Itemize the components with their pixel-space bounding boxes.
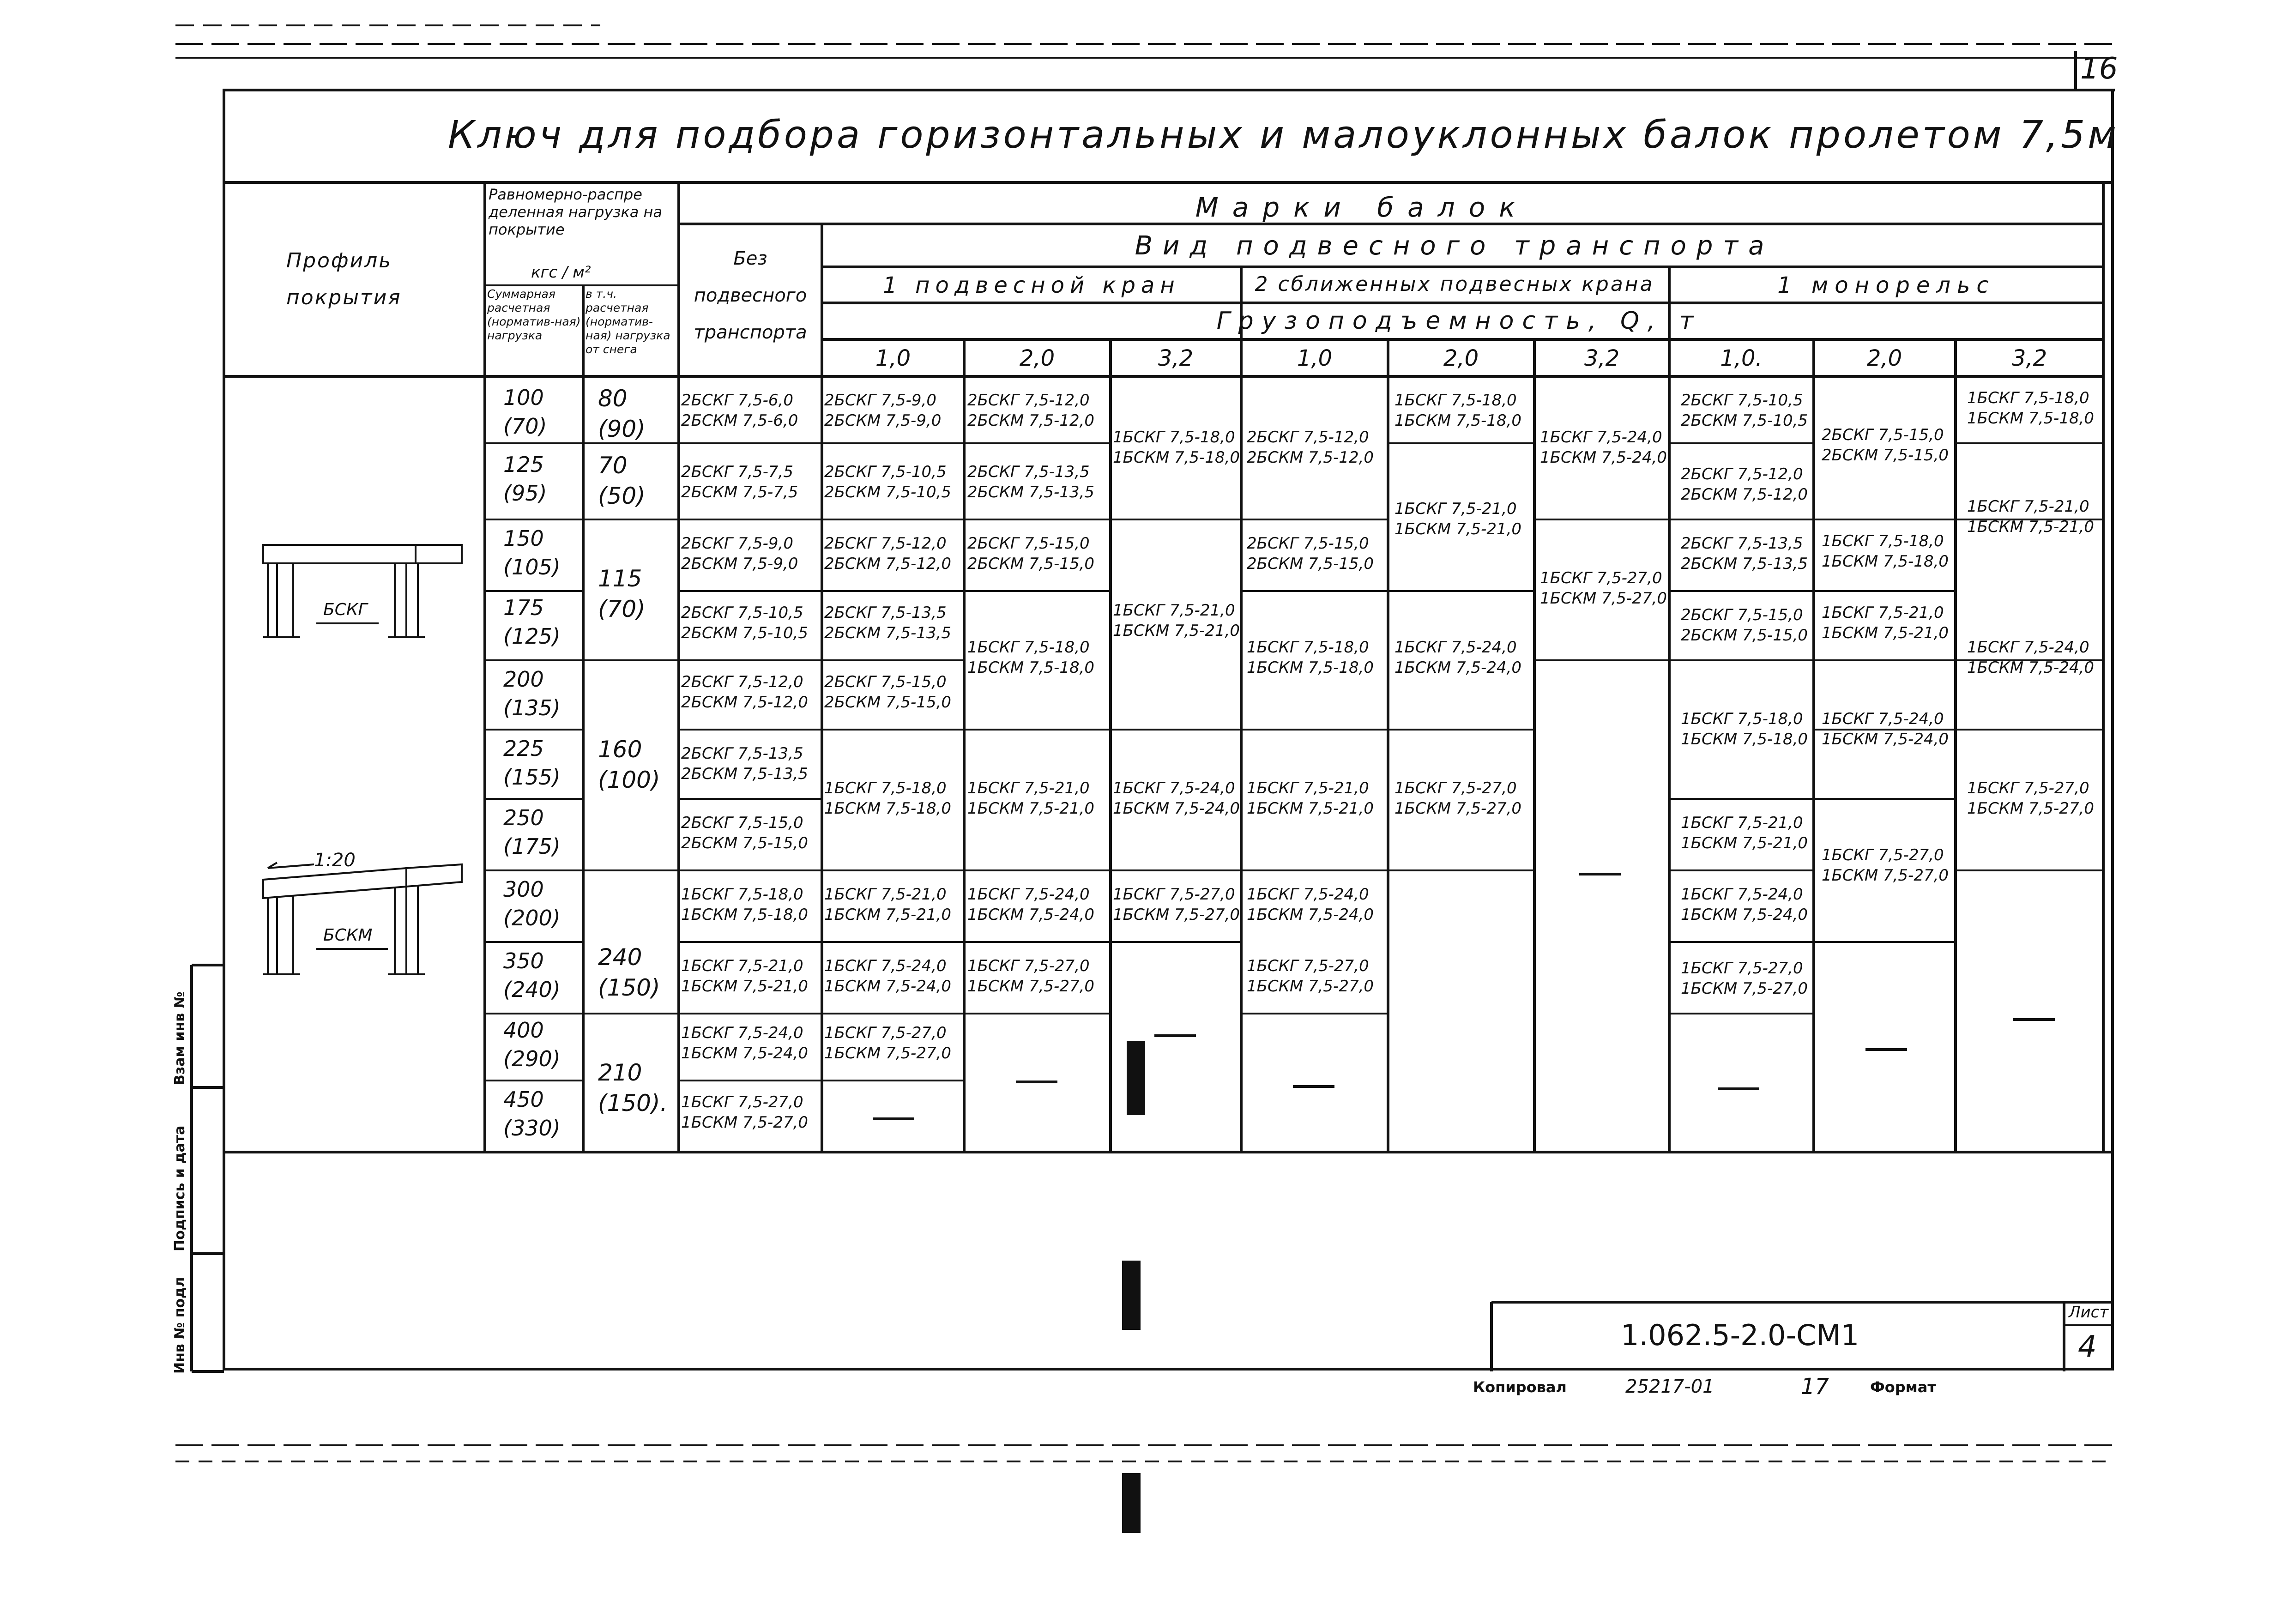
beam-mark-cell: 1БСКГ 7,5-18,0 1БСКМ 7,5-18,0 bbox=[1113, 428, 1240, 467]
beam-mark-cell: 1БСКГ 7,5-21,0 1БСКМ 7,5-21,0 bbox=[967, 779, 1095, 818]
beam-mark-cell: 1БСКГ 7,5-18,0 1БСКМ 7,5-18,0 bbox=[1822, 532, 1949, 571]
q-value: 2,0 bbox=[1019, 345, 1055, 371]
document-code: 1.062.5-2.0-СМ1 bbox=[1621, 1318, 1859, 1352]
load-total: 150 (105) bbox=[503, 526, 561, 580]
total-load-header: Суммарная расчетная (норматив-ная) нагрузка bbox=[487, 287, 581, 342]
load-units: кгс / м² bbox=[531, 263, 591, 282]
monorail-header: 1 монорельс bbox=[1777, 272, 1995, 298]
load-snow: 240 (150) bbox=[598, 944, 660, 1001]
beam-mark-cell: 1БСКГ 7,5-24,0 1БСКМ 7,5-24,0 bbox=[1822, 710, 1949, 749]
beam-mark-cell: 1БСКГ 7,5-27,0 1БСКМ 7,5-27,0 bbox=[1113, 885, 1240, 924]
beam-mark-cell: 1БСКГ 7,5-21,0 1БСКМ 7,5-21,0 bbox=[1822, 604, 1949, 642]
empty-cell-dash bbox=[1293, 1085, 1334, 1088]
beam-mark-cell: 2БСКГ 7,5-12,0 2БСКМ 7,5-12,0 bbox=[967, 391, 1095, 430]
beam-mark-cell: 2БСКГ 7,5-12,0 2БСКМ 7,5-12,0 bbox=[1247, 428, 1374, 467]
beam-mark-cell: 1БСКГ 7,5-27,0 1БСКМ 7,5-27,0 bbox=[1822, 846, 1949, 885]
beam-mark-cell: 2БСКГ 7,5-10,5 2БСКМ 7,5-10,5 bbox=[824, 463, 952, 501]
footer-number: 25217-01 bbox=[1625, 1376, 1714, 1397]
beam-mark-cell: 1БСКГ 7,5-21,0 1БСКМ 7,5-21,0 bbox=[1395, 500, 1522, 538]
beam-mark-cell: 2БСКГ 7,5-12,0 2БСКМ 7,5-12,0 bbox=[681, 673, 809, 712]
beam-mark-cell: 2БСКГ 7,5-10,5 2БСКМ 7,5-10,5 bbox=[681, 604, 809, 642]
beam-mark-cell: 1БСКГ 7,5-27,0 1БСКМ 7,5-27,0 bbox=[824, 1024, 952, 1063]
capacity-header: Грузоподъемность, Q, т bbox=[1216, 307, 1702, 335]
beam-mark-cell: 2БСКГ 7,5-12,0 2БСКМ 7,5-12,0 bbox=[824, 534, 952, 573]
beam-mark-cell: 2БСКГ 7,5-15,0 2БСКМ 7,5-15,0 bbox=[824, 673, 952, 712]
beam-mark-cell: 2БСКГ 7,5-13,5 2БСКМ 7,5-13,5 bbox=[681, 744, 809, 783]
beam-mark-cell: 1БСКГ 7,5-21,0 1БСКМ 7,5-21,0 bbox=[1681, 814, 1808, 852]
beam-mark-cell: 1БСКГ 7,5-24,0 1БСКМ 7,5-24,0 bbox=[1681, 885, 1808, 924]
beam-mark-cell: 1БСКГ 7,5-27,0 1БСКМ 7,5-27,0 bbox=[1967, 779, 2095, 818]
beam-mark-cell: 1БСКГ 7,5-24,0 1БСКМ 7,5-24,0 bbox=[1247, 885, 1374, 924]
beam-mark-cell: 1БСКГ 7,5-27,0 1БСКМ 7,5-27,0 bbox=[1681, 959, 1808, 998]
beam-mark-cell: 1БСКГ 7,5-18,0 1БСКМ 7,5-18,0 bbox=[1967, 389, 2095, 428]
empty-cell-dash bbox=[1579, 873, 1621, 875]
load-total: 350 (240) bbox=[503, 948, 561, 1002]
beam-mark-cell: 1БСКГ 7,5-21,0 1БСКМ 7,5-21,0 bbox=[681, 957, 809, 996]
crane2-header: 2 сближенных подвесных крана bbox=[1255, 272, 1654, 296]
footer-format: Формат bbox=[1870, 1378, 1936, 1396]
load-snow: 160 (100) bbox=[598, 736, 660, 793]
no-transport-header: Без подвесного транспорта bbox=[694, 248, 807, 343]
beam-mark-cell: 1БСКГ 7,5-18,0 1БСКМ 7,5-18,0 bbox=[1681, 710, 1808, 749]
empty-cell-dash bbox=[1718, 1087, 1759, 1090]
load-total: 450 (330) bbox=[503, 1087, 561, 1141]
q-value: 1,0 bbox=[875, 345, 911, 371]
empty-cell-dash bbox=[1865, 1048, 1907, 1051]
load-total: 300 (200) bbox=[503, 877, 561, 930]
beam-mark-cell: 1БСКГ 7,5-21,0 1БСКМ 7,5-21,0 bbox=[1967, 497, 2095, 536]
beam-mark-cell: 1БСКГ 7,5-27,0 1БСКМ 7,5-27,0 bbox=[1247, 957, 1374, 996]
q-value: 3,2 bbox=[1584, 345, 1620, 371]
q-value: 2,0 bbox=[1866, 345, 1902, 371]
beam-mark-cell: 2БСКГ 7,5-15,0 2БСКМ 7,5-15,0 bbox=[967, 534, 1095, 573]
load-total: 200 (135) bbox=[503, 667, 561, 720]
beam-mark-cell: 2БСКГ 7,5-15,0 2БСКМ 7,5-15,0 bbox=[1681, 606, 1808, 645]
empty-cell-dash bbox=[1016, 1081, 1057, 1083]
beam-mark-cell: 2БСКГ 7,5-6,0 2БСКМ 7,5-6,0 bbox=[681, 391, 798, 430]
beam-mark-cell: 2БСКГ 7,5-13,5 2БСКМ 7,5-13,5 bbox=[967, 463, 1095, 501]
empty-cell-dash bbox=[2013, 1018, 2055, 1021]
load-snow: 210 (150). bbox=[598, 1059, 668, 1117]
beam-mark-cell: 1БСКГ 7,5-21,0 1БСКМ 7,5-21,0 bbox=[1113, 601, 1240, 640]
sheet-label: Лист bbox=[2069, 1303, 2109, 1322]
profile-bskm-drawing bbox=[263, 863, 462, 974]
beam-mark-cell: 1БСКГ 7,5-24,0 1БСКМ 7,5-24,0 bbox=[824, 957, 952, 996]
beam-mark-cell: 2БСКГ 7,5-10,5 2БСКМ 7,5-10,5 bbox=[1681, 391, 1808, 430]
load-total: 125 (95) bbox=[503, 452, 547, 506]
page-number: 16 bbox=[2080, 52, 2118, 86]
page-title: Ключ для подбора горизонтальных и малоуклонных балок пролетом 7,5м bbox=[448, 113, 2119, 157]
load-snow: 70 (50) bbox=[598, 452, 646, 509]
side-label-inv-orig: Инв № подл bbox=[172, 1277, 188, 1374]
profile-header: Профиль покрытия bbox=[286, 249, 402, 309]
beam-marks-header: Марки балок bbox=[1195, 192, 1529, 223]
beam-mark-cell: 1БСКГ 7,5-24,0 1БСКМ 7,5-24,0 bbox=[1113, 779, 1240, 818]
profile-slope: 1:20 bbox=[314, 850, 356, 871]
beam-mark-cell: 1БСКГ 7,5-27,0 1БСКМ 7,5-27,0 bbox=[967, 957, 1095, 996]
load-total: 250 (175) bbox=[503, 805, 561, 859]
beam-mark-cell: 1БСКГ 7,5-24,0 1БСКМ 7,5-24,0 bbox=[1540, 428, 1667, 467]
beam-mark-cell: 1БСКГ 7,5-27,0 1БСКМ 7,5-27,0 bbox=[1540, 569, 1667, 608]
transport-type-header: Вид подвесного транспорта bbox=[1135, 231, 1775, 261]
beam-mark-cell: 1БСКГ 7,5-21,0 1БСКМ 7,5-21,0 bbox=[1247, 779, 1374, 818]
profile-label: БСКМ bbox=[323, 926, 373, 945]
crane1-header: 1 подвесной кран bbox=[883, 272, 1180, 298]
empty-cell-dash bbox=[873, 1117, 914, 1120]
q-value: 3,2 bbox=[2011, 345, 2047, 371]
load-total: 175 (125) bbox=[503, 595, 561, 649]
beam-mark-cell: 2БСКГ 7,5-9,0 2БСКМ 7,5-9,0 bbox=[681, 534, 798, 573]
beam-mark-cell: 1БСКГ 7,5-24,0 1БСКМ 7,5-24,0 bbox=[967, 885, 1095, 924]
beam-mark-cell: 1БСКГ 7,5-18,0 1БСКМ 7,5-18,0 bbox=[681, 885, 809, 924]
load-header: Равномерно-распре деленная нагрузка на покрытие bbox=[489, 186, 663, 238]
load-snow: 115 (70) bbox=[598, 565, 646, 622]
beam-mark-cell: 1БСКГ 7,5-27,0 1БСКМ 7,5-27,0 bbox=[681, 1093, 809, 1132]
q-value: 3,2 bbox=[1158, 345, 1194, 371]
side-label-sign-date: Подпись и дата bbox=[172, 1125, 188, 1251]
profile-bskg-drawing bbox=[263, 545, 462, 637]
beam-mark-cell: 1БСКГ 7,5-18,0 1БСКМ 7,5-18,0 bbox=[824, 779, 952, 818]
beam-mark-cell: 2БСКГ 7,5-9,0 2БСКМ 7,5-9,0 bbox=[824, 391, 942, 430]
load-total: 100 (70) bbox=[503, 385, 547, 439]
empty-cell-dash bbox=[1154, 1034, 1196, 1037]
beam-mark-cell: 1БСКГ 7,5-18,0 1БСКМ 7,5-18,0 bbox=[1247, 638, 1374, 677]
sheet-number: 4 bbox=[2078, 1330, 2097, 1364]
footer-17: 17 bbox=[1801, 1374, 1829, 1400]
beam-mark-cell: 1БСКГ 7,5-18,0 1БСКМ 7,5-18,0 bbox=[967, 638, 1095, 677]
beam-mark-cell: 2БСКГ 7,5-15,0 2БСКМ 7,5-15,0 bbox=[1247, 534, 1374, 573]
beam-mark-cell: 2БСКГ 7,5-13,5 2БСКМ 7,5-13,5 bbox=[824, 604, 952, 642]
beam-mark-cell: 1БСКГ 7,5-27,0 1БСКМ 7,5-27,0 bbox=[1395, 779, 1522, 818]
beam-mark-cell: 2БСКГ 7,5-15,0 2БСКМ 7,5-15,0 bbox=[681, 814, 809, 852]
beam-mark-cell: 1БСКГ 7,5-24,0 1БСКМ 7,5-24,0 bbox=[1395, 638, 1522, 677]
beam-mark-cell: 2БСКГ 7,5-7,5 2БСКМ 7,5-7,5 bbox=[681, 463, 798, 501]
q-value: 2,0 bbox=[1443, 345, 1479, 371]
q-value: 1,0 bbox=[1297, 345, 1333, 371]
load-total: 400 (290) bbox=[503, 1018, 561, 1071]
load-total: 225 (155) bbox=[503, 736, 561, 790]
beam-mark-cell: 1БСКГ 7,5-18,0 1БСКМ 7,5-18,0 bbox=[1395, 391, 1522, 430]
beam-mark-cell: 2БСКГ 7,5-12,0 2БСКМ 7,5-12,0 bbox=[1681, 465, 1808, 504]
beam-mark-cell: 2БСКГ 7,5-13,5 2БСКМ 7,5-13,5 bbox=[1681, 534, 1808, 573]
footer-copied: Копировал bbox=[1473, 1378, 1567, 1396]
beam-mark-cell: 1БСКГ 7,5-24,0 1БСКМ 7,5-24,0 bbox=[1967, 638, 2095, 677]
load-snow: 80 (90) bbox=[598, 385, 646, 442]
profile-label: БСКГ bbox=[323, 600, 368, 619]
snow-load-header: в т.ч. расчетная (норматив-ная) нагрузка от снега bbox=[586, 287, 670, 356]
beam-mark-cell: 1БСКГ 7,5-24,0 1БСКМ 7,5-24,0 bbox=[681, 1024, 809, 1063]
side-label-inv-replace: Взам инв № bbox=[172, 991, 188, 1085]
q-value: 1,0. bbox=[1720, 345, 1763, 371]
beam-mark-cell: 2БСКГ 7,5-15,0 2БСКМ 7,5-15,0 bbox=[1822, 426, 1949, 465]
beam-mark-cell: 1БСКГ 7,5-21,0 1БСКМ 7,5-21,0 bbox=[824, 885, 952, 924]
